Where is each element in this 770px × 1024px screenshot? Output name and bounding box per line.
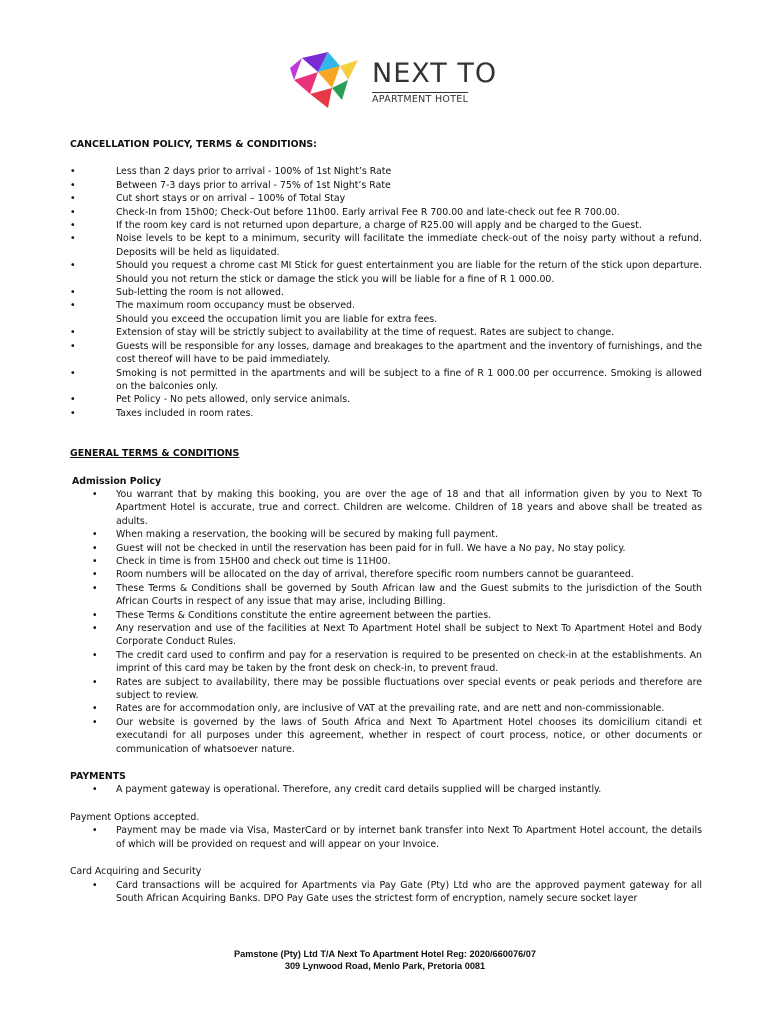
list-item: • The credit card used to confirm and pay for a reservation is required to be presented on check-in at the establishments. An imprint of this card may be taken by the front desk on check-in, to prevent fraud. bbox=[70, 649, 702, 676]
list-item: • Taxes included in room rates. bbox=[70, 407, 702, 420]
list-item: • Between 7-3 days prior to arrival - 75% of 1st Night’s Rate bbox=[70, 179, 702, 192]
list-item: • Smoking is not permitted in the apartments and will be subject to a fine of R 1 000.00 per occurrence. Smoking is allowed on the balconies only. bbox=[70, 367, 702, 394]
payments-list bbox=[70, 783, 702, 796]
cancellation-heading: CANCELLATION POLICY, TERMS & CONDITIONS: bbox=[70, 139, 317, 150]
list-item: • Pet Policy - No pets allowed, only service animals. bbox=[70, 393, 702, 406]
list-item: • Should you request a chrome cast MI Stick for guest entertainment you are liable for the return of the stick upon departure. Should you not return the stick or damage the stick you will be liable for a fine of R 1 000.00. bbox=[70, 259, 702, 286]
list-item: • Rates are for accommodation only, are inclusive of VAT at the prevailing rate, and are nett and non-commissionable. bbox=[70, 702, 702, 715]
list-item: • Rates are subject to availability, there may be possible fluctuations over special events or peak periods and therefore are subject to review. bbox=[70, 676, 702, 703]
list-item: • The maximum room occupancy must be observed. bbox=[70, 299, 702, 312]
logo-mark-icon bbox=[288, 50, 372, 112]
footer-company-line: Pamstone (Pty) Ltd T/A Next To Apartment Hotel Reg: 2020/660076/07 bbox=[234, 949, 536, 959]
payment-options-heading: Payment Options accepted. bbox=[70, 811, 200, 823]
list-item: • Our website is governed by the laws of South Africa and Next To Apartment Hotel chooses its domicilium citandi et executandi for all purposes under this agreement, whether in respect of court process, notice, or other documents or communication of whatsoever nature. bbox=[70, 716, 702, 756]
list-item: • Room numbers will be allocated on the day of arrival, therefore specific room numbers cannot be guaranteed. bbox=[70, 568, 702, 581]
card-security-list bbox=[70, 879, 702, 906]
list-item: • When making a reservation, the booking will be secured by making full payment. bbox=[70, 528, 702, 541]
list-item: • Check in time is from 15H00 and check out time is 11H00. bbox=[70, 555, 702, 568]
occupancy-note: Should you exceed the occupation limit you are liable for extra fees. bbox=[116, 313, 438, 325]
list-item: • These Terms & Conditions constitute the entire agreement between the parties. bbox=[70, 609, 702, 622]
list-item: • Card transactions will be acquired for Apartments via Pay Gate (Pty) Ltd who are the approved payment gateway for all South African Acquiring Banks. DPO Pay Gate uses the strictest form of encryption, namely secure socket layer bbox=[70, 879, 702, 906]
payment-options-list bbox=[70, 824, 702, 851]
logo-title: NEXT TO bbox=[372, 58, 498, 89]
card-security-heading: Card Acquiring and Security bbox=[70, 866, 202, 878]
cancellation-list-2 bbox=[70, 326, 702, 420]
list-item: • Payment may be made via Visa, MasterCard or by internet bank transfer into Next To Apartment Hotel account, the details of which will be provided on request and will appear on your Invoice. bbox=[70, 824, 702, 851]
page-footer bbox=[0, 948, 770, 972]
list-item: • Extension of stay will be strictly subject to availability at the time of request. Rates are subject to change. bbox=[70, 326, 702, 339]
document-body bbox=[70, 138, 702, 905]
list-item: • Any reservation and use of the facilities at Next To Apartment Hotel shall be subject to Next To Apartment Hotel and Body Corporate Conduct Rules. bbox=[70, 622, 702, 649]
list-item: • You warrant that by making this booking, you are over the age of 18 and that all information given by you to Next To Apartment Hotel is accurate, true and correct. Children are welcome. Children of 18 years and above shall be treated as adults. bbox=[70, 488, 702, 528]
list-item: • Guest will not be checked in until the reservation has been paid for in full. We have a No pay, No stay policy. bbox=[70, 542, 702, 555]
list-item: • A payment gateway is operational. Therefore, any credit card details supplied will be charged instantly. bbox=[70, 783, 702, 796]
list-item: • These Terms & Conditions shall be governed by South African law and the Guest submits to the jurisdiction of the South African Courts in respect of any issue that may arise, including Billing. bbox=[70, 582, 702, 609]
logo-subtitle: APARTMENT HOTEL bbox=[372, 94, 469, 105]
list-item: • If the room key card is not returned upon departure, a charge of R25.00 will apply and be charged to the Guest. bbox=[70, 219, 702, 232]
general-heading: GENERAL TERMS & CONDITIONS bbox=[70, 448, 240, 460]
payments-heading: PAYMENTS bbox=[70, 771, 126, 783]
list-item: • Noise levels to be kept to a minimum, security will facilitate the immediate check-out of the noisy party without a refund. Deposits will be held as liquidated. bbox=[70, 232, 702, 259]
list-item: • Sub-letting the room is not allowed. bbox=[70, 286, 702, 299]
admission-list bbox=[70, 488, 702, 756]
footer-address-line: 309 Lynwood Road, Menlo Park, Pretoria 0081 bbox=[284, 961, 486, 971]
list-item: • Less than 2 days prior to arrival - 100% of 1st Night’s Rate bbox=[70, 165, 702, 178]
list-item: • Cut short stays or on arrival – 100% of Total Stay bbox=[70, 192, 702, 205]
admission-heading: Admission Policy bbox=[72, 475, 162, 487]
hotel-logo bbox=[288, 50, 498, 112]
list-item: • Guests will be responsible for any losses, damage and breakages to the apartment and the inventory of furnishings, and the cost thereof will have to be paid immediately. bbox=[70, 340, 702, 367]
list-item: • Check-In from 15h00; Check-Out before 11h00. Early arrival Fee R 700.00 and late-check out fee R 700.00. bbox=[70, 206, 702, 219]
cancellation-list bbox=[70, 165, 702, 312]
